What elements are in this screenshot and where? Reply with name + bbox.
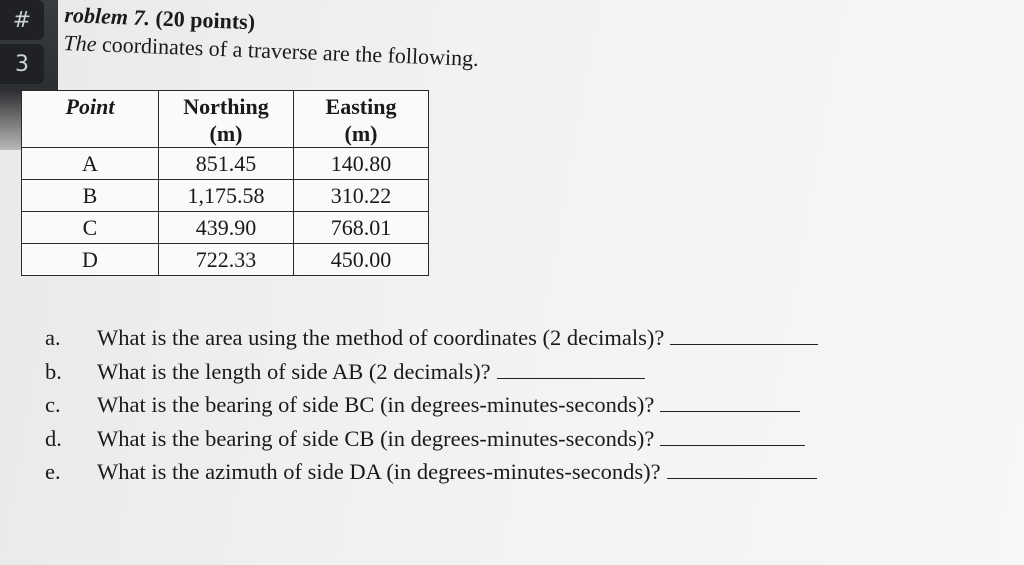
question-text: What is the area using the method of coordinates (2 decimals)? xyxy=(97,325,665,350)
header-northing-label: Northing xyxy=(183,94,269,119)
header-easting-label: Easting xyxy=(325,94,397,119)
question-a xyxy=(45,325,818,359)
cell-easting: 310.22 xyxy=(294,180,429,212)
problem-intro xyxy=(63,30,479,72)
cell-point: A xyxy=(22,148,159,180)
question-letter: b. xyxy=(45,358,62,384)
cell-northing: 722.33 xyxy=(159,244,294,276)
answer-blank xyxy=(660,393,800,412)
header-point: Point xyxy=(22,91,159,148)
cell-easting: 768.01 xyxy=(294,212,429,244)
coordinates-table xyxy=(21,90,429,276)
answer-blank xyxy=(660,427,805,446)
question-e xyxy=(45,459,818,493)
table-row xyxy=(22,180,429,212)
question-letter: e. xyxy=(45,459,61,484)
table-row xyxy=(22,212,429,244)
question-list xyxy=(45,325,818,493)
cell-northing: 439.90 xyxy=(159,212,294,244)
header-northing xyxy=(159,91,294,148)
question-b xyxy=(45,359,818,393)
question-d xyxy=(45,426,818,460)
hash-key: # xyxy=(0,0,44,40)
intro-italic: The xyxy=(63,30,97,57)
question-letter: c. xyxy=(45,392,61,417)
cell-northing: 851.45 xyxy=(159,148,294,180)
cell-point: C xyxy=(22,212,159,244)
cell-point: D xyxy=(22,244,159,276)
cell-northing: 1,175.58 xyxy=(159,180,294,212)
question-text: What is the length of side AB (2 decimals)? xyxy=(97,358,491,384)
header-easting xyxy=(294,91,429,148)
question-letter: d. xyxy=(45,425,62,451)
problem-label: roblem 7. xyxy=(64,2,151,31)
question-text: What is the bearing of side BC (in degrees-minutes-seconds)? xyxy=(97,392,655,417)
header-easting-unit: (m) xyxy=(344,121,378,146)
question-letter: a. xyxy=(45,325,61,350)
table-header-row xyxy=(22,91,429,148)
cell-easting: 450.00 xyxy=(294,244,429,276)
three-key: 3 xyxy=(0,44,44,84)
table-row xyxy=(22,148,429,180)
answer-blank xyxy=(497,360,645,379)
intro-text: coordinates of a traverse are the following. xyxy=(101,31,480,71)
question-text: What is the bearing of side CB (in degrees-minutes-seconds)? xyxy=(97,425,655,451)
answer-blank xyxy=(670,326,818,345)
question-c xyxy=(45,392,818,426)
question-text: What is the azimuth of side DA (in degrees-minutes-seconds)? xyxy=(97,459,661,484)
cell-easting: 140.80 xyxy=(294,148,429,180)
table-row xyxy=(22,244,429,276)
cell-point: B xyxy=(22,180,159,212)
header-northing-unit: (m) xyxy=(209,121,243,146)
problem-points: (20 points) xyxy=(155,5,256,35)
answer-blank xyxy=(667,460,817,479)
